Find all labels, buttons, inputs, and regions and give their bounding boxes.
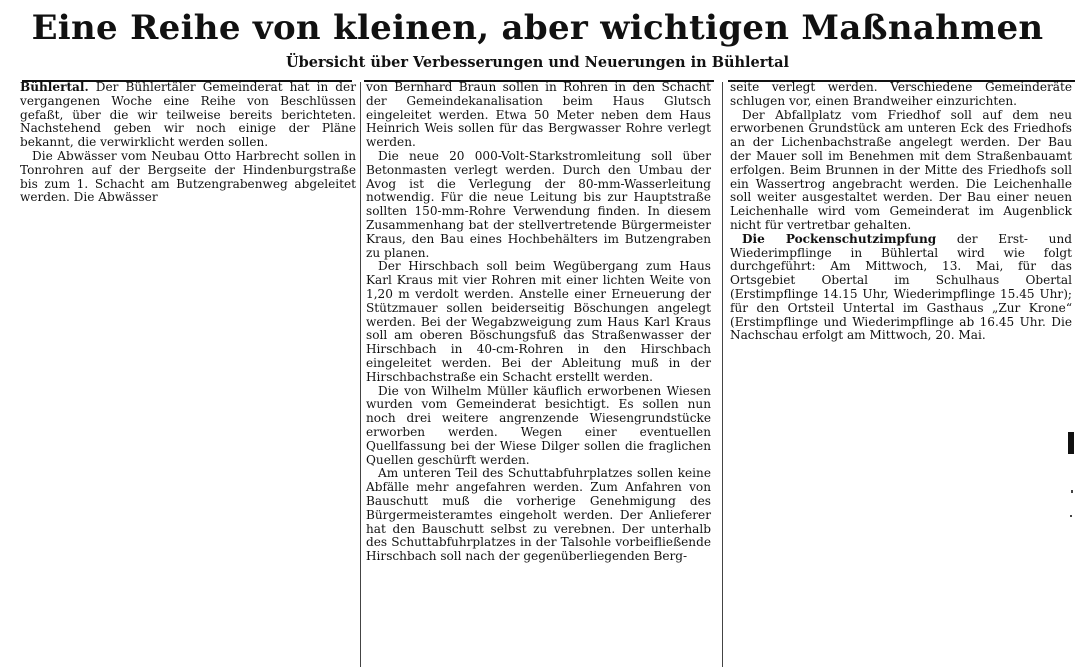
article-column-2	[366, 81, 711, 564]
paragraph-text: Die Abwässer vom Neubau Otto Harbrecht sollen in Tonrohren auf der Bergseite der Hindenburgstraße bis zum 1. Schacht am Butzengrabenweg abgeleitet werden. Die Abwässer	[20, 148, 356, 205]
article-column-3	[730, 81, 1072, 343]
paragraph	[20, 150, 356, 205]
paragraph-text: Am unteren Teil des Schuttabfuhrplatzes sollen keine Abfälle mehr angefahren werden. Zum Anfahren von Bauschutt muß die vorherige Genehmigung des Bürgermeisteramtes eingeholt werden. Der Anlieferer hat den Bauschutt selbst zu verebnen. Der unterhalb des Schuttabfuhrplatzes in der Talsohle vorbeifließende Hirschbach soll nach der gegenüberliegenden Berg-	[366, 466, 711, 564]
paragraph	[730, 81, 1072, 109]
column-divider-1	[360, 82, 361, 667]
paragraph	[730, 109, 1072, 233]
paragraph-text: Die von Wilhelm Müller käuflich erworbenen Wiesen wurden vom Gemeinderat besichtigt. Es sollen nun noch drei weitere angrenzende Wiesengrundstücke erworben werden. Wegen einer eventuellen Quellfassung bei der Wiese Dilger sollen die fraglichen Quellen geschürft werden.	[366, 383, 711, 467]
subheadline: Übersicht über Verbesserungen und Neuerungen in Bühlertal	[285, 54, 790, 71]
column-divider-2	[722, 82, 723, 667]
paragraph	[730, 233, 1072, 343]
paragraph	[366, 260, 711, 384]
paragraph-text: Der Abfallplatz vom Friedhof soll auf dem neu erworbenen Grundstück am unteren Eck des Friedhofs an der Lichenbachstraße angelegt werden. Der Bau der Mauer soll im Benehmen mit dem Straßenbauamt erfolgen. Beim Brunnen in der Mitte des Friedhofs soll ein Wassertrog angebracht werden. Die Leichenhalle soll weiter ausgestaltet werden. Der Bau einer neuen Leichenhalle wird vom Gemeinderat im Augenblick nicht für vertretbar gehalten.	[730, 107, 1072, 232]
paragraph-text: von Bernhard Braun sollen in Rohren in den Schacht der Gemeindekanalisation beim Haus Glutsch eingeleitet werden. Etwa 50 Meter neben dem Haus Heinrich Weis sollen für das Bergwasser Rohre verlegt werden.	[366, 80, 711, 150]
paragraph-lead: Die Pockenschutzimpfung	[742, 231, 937, 246]
paragraph-text: seite verlegt werden. Verschiedene Gemeinderäte schlugen vor, einen Brandweiher einzurichten.	[730, 80, 1072, 108]
paragraph	[20, 81, 356, 150]
paragraph-lead: Bühlertal.	[20, 80, 89, 94]
paragraph-text: Der Bühlertäler Gemeinderat hat in der vergangenen Woche eine Reihe von Beschlüssen gefaßt, über die wir teilweise bereits berichteten. Nachstehend geben wir noch einige der Pläne bekannt, die verwirklicht werden sollen.	[20, 80, 356, 150]
paragraph-text: Die neue 20 000-Volt-Starkstromleitung soll über Betonmasten verlegt werden. Durch den Umbau der Avog ist die Verlegung der 80-mm-Wasserleitung notwendig. Für die neue Leitung bis zur Hauptstraße sollten 150-mm-Rohre Verwendung finden. In diesem Zusammenhang bat der stellvertretende Bürgermeister Kraus, den Bau eines Hochbehälters im Butzengraben zu planen.	[366, 148, 711, 260]
headline: Eine Reihe von kleinen, aber wichtigen Maßnahmen	[31, 8, 1044, 48]
scan-edge-marks	[1060, 420, 1075, 540]
paragraph	[366, 150, 711, 260]
paragraph-text: Der Hirschbach soll beim Wegübergang zum Haus Karl Kraus mit vier Rohren mit einer lichten Weite von 1,20 m verdolt werden. Anstelle einer Erneuerung der Stützmauer sollen beiderseitig Böschungen angelegt werden. Bei der Wegabzweigung zum Haus Karl Kraus soll am oberen Böschungsfuß das Straßenwasser der Hirschbach in 40-cm-Rohren in den Hirschbach eingeleitet werden. Bei der Ableitung muß in der Hirschbachstraße ein Schacht erstellt werden.	[366, 259, 711, 384]
paragraph-text: der Erst- und Wiederimpflinge in Bühlertal wird wie folgt durchgeführt: Am Mittwoch, 13. Mai, für das Ortsgebiet Obertal im Schulhaus Obertal (Erstimpflinge 14.15 Uhr, Wiederimpflinge 15.45 Uhr); für den Ortsteil Untertal im Gasthaus „Zur Krone“ (Erstimpflinge und Wiederimpflinge ab 16.45 Uhr. Die Nachschau erfolgt am Mittwoch, 20. Mai.	[730, 231, 1073, 343]
paragraph	[366, 385, 711, 468]
article-column-1	[20, 81, 356, 205]
paragraph	[366, 467, 711, 564]
paragraph	[366, 81, 711, 150]
